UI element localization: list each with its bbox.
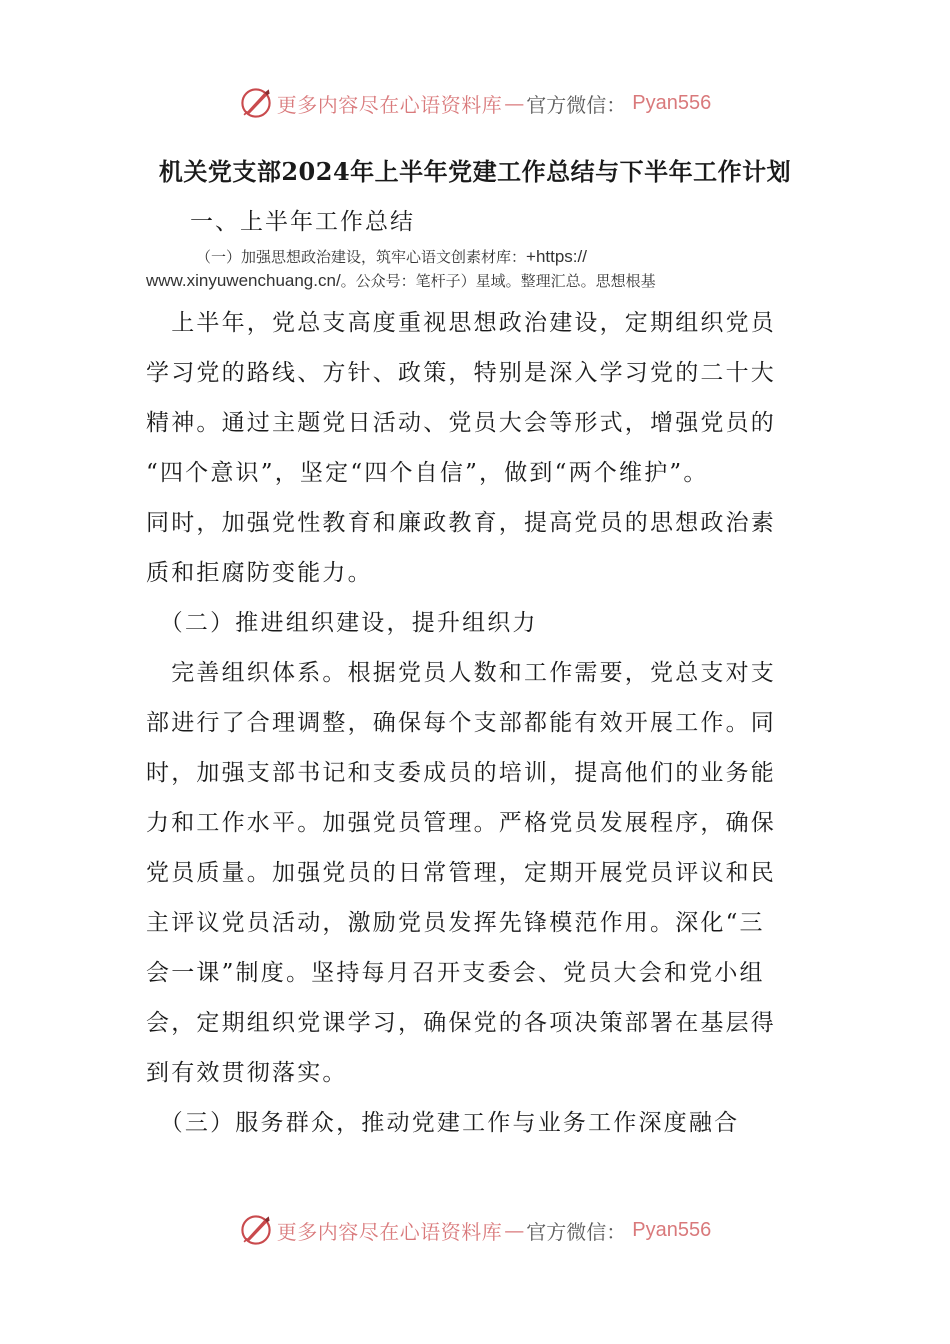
- body-line: 上半年，党总支高度重视思想政治建设，定期组织党员: [146, 310, 776, 336]
- subsection-1-line-2: [146, 269, 806, 293]
- subsection-1-line-1: [146, 245, 806, 269]
- body-line: 完善组织体系。根据党员人数和工作需要，党总支对支: [146, 660, 776, 686]
- source-url-part-1[interactable]: +https://: [526, 247, 587, 266]
- footer-watermark-banner: [0, 1205, 950, 1255]
- quill-pen-icon: [239, 1213, 273, 1247]
- subsection-2-heading: （二）推进组织建设，提升组织力: [146, 610, 538, 636]
- body-line: 同时，加强党性教育和廉政教育，提高党员的思想政治素: [146, 510, 776, 536]
- body-line: 时，加强支部书记和支委成员的培训，提高他们的业务能: [146, 760, 776, 786]
- banner-wechat-id: Pyan556: [632, 91, 712, 114]
- banner-official-label: 官方微信：: [526, 1219, 627, 1244]
- body-line: 会，定期组织党课学习，确保党的各项决策部署在基层得: [146, 1010, 776, 1036]
- source-url-part-2[interactable]: www.xinyuwenchuang.cn/: [146, 271, 341, 290]
- body-line: 主评议党员活动，激励党员发挥先锋模范作用。深化“三: [146, 910, 765, 936]
- banner-text: 更多内容尽在心语资料库: [276, 1219, 503, 1244]
- banner-separator: —: [504, 91, 525, 115]
- body-line: 到有效贯彻落实。: [146, 1060, 348, 1086]
- quill-pen-icon: [239, 86, 273, 120]
- section-heading-1: 一、上半年工作总结: [190, 209, 415, 235]
- subsection-3-heading: （三）服务群众，推动党建工作与业务工作深度融合: [146, 1110, 740, 1136]
- body-line: 精神。通过主题党日活动、党员大会等形式，增强党员的: [146, 410, 776, 436]
- body-line: 质和拒腐防变能力。: [146, 560, 373, 586]
- body-line: 力和工作水平。加强党员管理。严格党员发展程序，确保: [146, 810, 776, 836]
- subsection-1-rest: 。公众号：笔杆子）星域。整理汇总。思想根基: [340, 272, 656, 290]
- banner-wechat-id: Pyan556: [632, 1218, 712, 1241]
- body-line: 学习党的路线、方针、政策，特别是深入学习党的二十大: [146, 360, 776, 386]
- subsection-1-heading: [146, 245, 806, 293]
- document-title: 机关党支部2024年上半年党建工作总结与下半年工作计划: [158, 157, 792, 186]
- banner-separator: —: [504, 1218, 525, 1242]
- body-line: 部进行了合理调整，确保每个支部都能有效开展工作。同: [146, 710, 776, 736]
- header-watermark-banner: [0, 78, 950, 128]
- body-line: 党员质量。加强党员的日常管理，定期开展党员评议和民: [146, 860, 776, 886]
- banner-text: 更多内容尽在心语资料库: [276, 92, 503, 117]
- body-line: 会一课”制度。坚持每月召开支委会、党员大会和党小组: [146, 960, 765, 986]
- banner-official-label: 官方微信：: [526, 92, 627, 117]
- subsection-1-prefix: （一）加强思想政治建设，筑牢心语文创素材库：: [196, 248, 527, 266]
- body-line: “四个意识”，坚定“四个自信”，做到“两个维护”。: [146, 460, 709, 486]
